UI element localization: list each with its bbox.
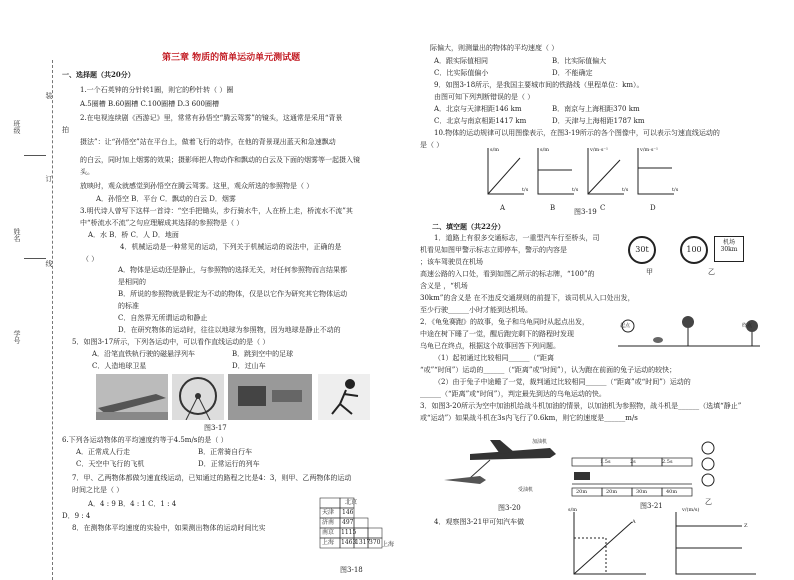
fill-2-line: 乌龟已在终点，根据这个故事回答下列问题。 (420, 342, 560, 350)
question-6: 6.下列各运动物体的平均速度约等于4.5m/s的是（ ） (62, 436, 228, 444)
distance-label: 30m (636, 489, 648, 495)
q4-option-b2: 的标准 (118, 302, 139, 310)
time-label: 2s (630, 459, 636, 465)
fill-1-line: 高速公路的入口处，看到如图乙所示的标志牌，“100”的 (420, 270, 595, 278)
motion-graphs (566, 508, 766, 578)
question-2-line: 的白云，同时加上烟雾的效果；摄影师把人物动作和飘动的白云及下面的烟雾等一起摄入镜 (80, 156, 360, 164)
fill-3-line: 或“运动”）如果战斗机在3s内飞行了0.6km，则它的速度是______m/s (420, 414, 638, 422)
q9-option-a: A．北京与天津相距146 km (434, 105, 522, 113)
table-cell: 370 (369, 539, 381, 546)
graph-label: C (600, 204, 606, 212)
q2-options: A．孙悟空 B．平台 C．飘动的白云 D．烟雾 (96, 195, 236, 203)
distance-label: 20m (576, 489, 588, 495)
q9-option-d: D．天津与上海相距1787 km (552, 117, 645, 125)
table-cell: 497 (342, 519, 354, 526)
table-head: 北京 (345, 499, 358, 506)
question-4: 4．机械运动是一种常见的运动，下列关于机械运动的说法中，正确的是 (120, 243, 342, 251)
figure-caption: 图3-19 (574, 208, 597, 216)
graph-dashed (574, 538, 606, 574)
figure-label-yi: 乙 (705, 498, 712, 506)
question-10: 10.物体的运动规律可以用图像表示，在图3-19所示的各个图像中，可以表示匀速直线运动的 (434, 129, 720, 137)
maglev-train-image (96, 374, 168, 420)
class-label: 班级 (13, 120, 21, 134)
seal-line (52, 60, 53, 580)
question-7: 7．甲、乙两物体都做匀速直线运动，已知通过的路程之比是4：3，则甲、乙两物体的运动 (72, 474, 352, 482)
graph-line (488, 158, 520, 194)
satellite-image (228, 374, 312, 420)
table-cell: 上海 (382, 541, 395, 548)
fill-1: 1．道路上有很多交通标志，一重型汽车行至桥头，司 (434, 234, 600, 242)
start-label: 起点 (620, 323, 631, 329)
table-cell: 上海 (322, 539, 335, 546)
table-cell: 146 (342, 509, 354, 516)
graph-label: D (650, 204, 656, 212)
distance-sign (714, 236, 744, 262)
question-2: 2.在电视连续剧《西游记》里，常常有孙悟空“腾云驾雾”的镜头，这通常是采用“背景 (80, 114, 343, 122)
sign-text: 30km (720, 246, 738, 253)
figure-caption: 图3-20 (498, 504, 521, 512)
fill-2-q2: （2）由于兔子中途睡了一觉，裁判通过比较相同______（“距离”或“时间”）运动的 (434, 378, 691, 386)
distance-label: 40m (666, 489, 678, 495)
q5-option-c: C．人造地球卫星 (92, 362, 147, 370)
page-title: 第三章 物质的简单运动单元测试题 (162, 53, 301, 63)
table-cell: 南京 (322, 529, 335, 536)
q4-option-c: C．自然界无所谓运动和静止 (118, 314, 208, 322)
question-1: 1.一个石英钟的分针转1圈，则它的秒针转（ ）圈 (80, 86, 234, 94)
weight-limit-sign: 30t (628, 236, 656, 264)
distance-label: 20m (606, 489, 618, 495)
fill-1-line: 含义是 ，“机场 (420, 282, 468, 290)
speed-limit-sign: 100 (680, 236, 708, 264)
section-heading: 二、填空题（共22分） (432, 222, 505, 231)
apples-image (690, 440, 726, 498)
axis-label: v/m·s⁻¹ (640, 147, 659, 153)
figure-caption: 图3-17 (204, 424, 227, 432)
q1-options: A.5圈槽 B.60圈槽 C.100圈槽 D.3 600圈槽 (80, 100, 220, 108)
question-3-line: 中“桥流水不流”之句应理解成其选择的参照物是（ ） (80, 219, 244, 227)
fill-2: 2．《龟兔赛跑》的故事，兔子和乌龟同时从起点出发， (420, 318, 589, 326)
question-7-line: 时间之比是（ ） (72, 486, 124, 494)
axis-label: s/m (568, 507, 577, 513)
figure-label-yi: 乙 (708, 268, 715, 276)
question-5: 5．如图3-17所示，下列各运动中，可以看作直线运动的是（ ） (72, 338, 270, 346)
time-label: 2.5s (662, 459, 673, 465)
fill-3: 3．如图3-20所示为空中加油机给战斗机加油的情景，以加油机为参照物，战斗机是______（选填“静止” (420, 402, 742, 410)
graph-label: B (550, 204, 556, 212)
ferris-wheel-image (172, 374, 224, 420)
fill-2-q1: （1）起初通过比较相同______（“距离 (434, 354, 555, 362)
q5-option-a: A．沿笔直铁轨行驶的磁悬浮列车 (92, 350, 196, 358)
fill-2-q1-line: “或”“时间”）运动的______（“距离”或“时间”），认为跑在前面的兔子运动的较快； (420, 366, 677, 374)
sign-text: 机场 (722, 239, 735, 246)
table-cell: 1463 (341, 539, 357, 546)
fill-1-line: 至少行驶______小时才能到达机场。 (420, 306, 532, 314)
figure-label-jia: 甲 (646, 268, 653, 276)
axis-label: v/(m/s) (682, 507, 700, 513)
axis-label: t/s (522, 187, 529, 193)
fill-1-line: 机看见如图甲警示标志立即停车，警示的内容是 (420, 246, 567, 254)
graph-label: A (500, 204, 506, 212)
q5-option-b: B．跳到空中的足球 (232, 350, 294, 358)
q6-option-c: C．天空中飞行的飞机 (76, 460, 145, 468)
question-2-line: 头。 (80, 168, 94, 176)
q5-option-d: D．过山车 (232, 362, 266, 370)
q6-option-b: B．正常骑自行车 (198, 448, 253, 456)
q9-option-c: C．北京与南京相距1417 km (434, 117, 527, 125)
time-label: 1.5s (600, 459, 611, 465)
figure-caption: 图3-21 (640, 502, 663, 510)
q8-continued: 际偏大，则测量出的物体的平均速度（ ） (430, 44, 559, 52)
q3-options: A．水 B．桥 C．人 D．地面 (88, 231, 179, 239)
q4-paren: （ ） (82, 255, 99, 263)
name-label: 姓名 (13, 228, 21, 242)
q4-option-a: A．物体是运动还是静止，与参照物的选择无关，对任何参照物而言结果都 (118, 266, 348, 274)
question-9-line: 由图可知下列判断错误的是（ ） (434, 93, 535, 101)
fill-2-line: 中途在树下睡了一觉，醒后跑完剩下的路程时发现 (420, 330, 574, 338)
q8-option-b: B．比实际值偏大 (552, 57, 607, 65)
q6-option-d: D．正常运行的列车 (198, 460, 260, 468)
table-cell: 1115 (341, 529, 357, 536)
q7-options: A．4 : 9 B．4 : 1 C．1 : 4 (88, 500, 177, 508)
graph-line (574, 522, 632, 574)
axis-label: t/s (622, 187, 629, 193)
q4-option-a2: 是相同的 (118, 278, 146, 286)
q6-option-a: A．正常成人行走 (76, 448, 131, 456)
q8-option-d: D．不能确定 (552, 69, 593, 77)
question-10-line: 是（ ） (420, 141, 444, 149)
axis-label: t/s (572, 187, 579, 193)
fighter-label: 受油机 (518, 487, 534, 493)
graph-line (588, 160, 620, 194)
seal-char: 装 (45, 92, 53, 99)
q8-option-a: A．跟实际值相同 (434, 57, 489, 65)
fill-1-line: ；该车驾驶员在机场 (420, 258, 483, 266)
question-8: 8．在测物体平均速度的实验中，如果测出物体的运动时间比实 (72, 524, 266, 532)
question-2-line: 放映时，观众就感觉到孙悟空在腾云驾雾。这里，观众所选的参照物是（ ） (80, 182, 314, 190)
tanker-label: 加油机 (532, 439, 548, 445)
axis-label: v/m·s⁻¹ (590, 147, 609, 153)
fill-1-line: 30km”的含义是 在不违反交通规则的前提下，该司机从入口处出发， (420, 294, 635, 302)
q4-option-b: B．所说的参照物就是假定为不动的物体，仅是以它作为研究其它物体运动 (118, 290, 348, 298)
race-illustration (614, 312, 764, 360)
line-label: A (632, 519, 636, 525)
q7-option-d: D．9 : 4 (62, 512, 91, 520)
section-heading: 一、选择题（共20分） (62, 70, 135, 79)
fill-4: 4．观察图3-21甲可知汽车做 (434, 518, 525, 526)
seal-char: 订 (45, 175, 53, 182)
end-label: 终点 (742, 323, 753, 329)
question-9: 9．如图3-18所示，是我国主要城市间的铁路线（里程单位：km）。 (434, 81, 644, 89)
question-3: 3.明代诗人曾写下这样一首诗：“空手把锄头，步行骑水牛，人在桥上走，桥流水不流”其 (80, 207, 353, 215)
id-label: 学号 (13, 330, 21, 344)
table-cell: 济南 (322, 519, 335, 526)
table-cell: 天津 (322, 509, 335, 516)
axis-label: t/s (672, 187, 679, 193)
fill-2-q2-line: ______（“距离”或“时间”），判定最先到达的乌龟运动的快。 (420, 390, 606, 398)
seal-char: 线 (45, 260, 53, 267)
q9-option-b: B．南京与上海相距370 km (552, 105, 640, 113)
q8-option-c: C．比实际值偏小 (434, 69, 489, 77)
football-player-image (318, 374, 370, 420)
q4-option-d: D．在研究物体的运动时，往往以地球为参照物，因为地球是静止不动的 (118, 326, 341, 334)
axis-label: s/m (490, 147, 499, 153)
question-2-line: 摄法”：让“孙悟空”站在平台上，做着飞行的动作，在他的背景现出蓝天和急速飘动 (80, 138, 336, 146)
figure-caption: 图3-18 (340, 566, 363, 574)
table-cell: 1317 (355, 539, 371, 546)
question-2-line: 拍 (62, 126, 69, 134)
axis-label: s/m (540, 147, 549, 153)
underline (24, 155, 46, 156)
underline (24, 258, 46, 259)
line-label: Z (744, 523, 748, 529)
